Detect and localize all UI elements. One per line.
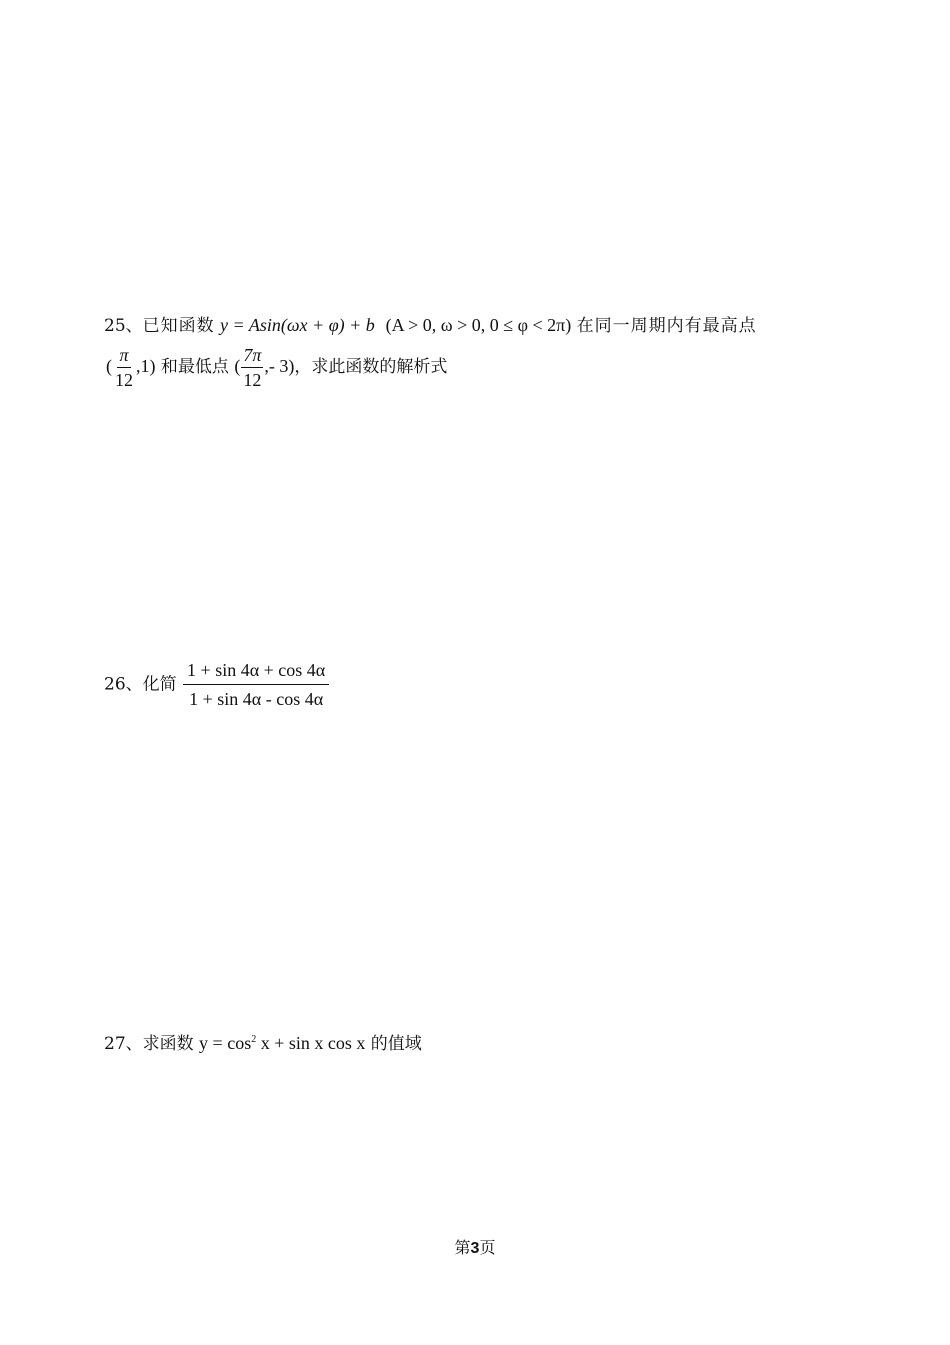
question-text-tail: 在同一周期内有最高点 bbox=[576, 316, 757, 336]
fraction-denominator: 1 + sin 4α - cos 4α bbox=[189, 689, 324, 709]
min-point-fraction bbox=[241, 344, 263, 391]
question-number: 26、 bbox=[104, 674, 143, 695]
question-27 bbox=[104, 1029, 422, 1055]
fraction-numerator: π bbox=[117, 344, 130, 368]
question-text: 求函数 bbox=[142, 1034, 194, 1054]
max-point-rest: ,1) bbox=[136, 356, 156, 376]
footer-suffix: 页 bbox=[479, 1238, 496, 1257]
simplify-fraction bbox=[183, 659, 329, 710]
question-26 bbox=[104, 659, 330, 710]
fraction-numerator: 1 + sin 4α + cos 4α bbox=[183, 659, 329, 685]
fraction-denominator: 12 bbox=[243, 370, 262, 390]
question-text-end: ，求此函数的解析式 bbox=[294, 357, 448, 377]
min-point-rest: ,- 3) bbox=[264, 356, 295, 376]
question-25 bbox=[104, 314, 757, 337]
function-formula: $y = \cos^2 x + \sin x$ cos x bbox=[199, 1033, 366, 1053]
page-footer bbox=[0, 1235, 950, 1258]
page-number: 3 bbox=[470, 1240, 480, 1257]
question-number: 27、 bbox=[104, 1034, 143, 1054]
question-text: 已知函数 bbox=[142, 316, 215, 336]
footer-prefix: 第 bbox=[454, 1238, 471, 1257]
question-text-end: 的值域 bbox=[370, 1034, 422, 1054]
fraction-denominator: 12 bbox=[115, 370, 133, 390]
question-text: 化简 bbox=[142, 674, 177, 695]
question-25-line2: ( $\frac{\pi}{12}$ ,1) 和最低点 ( $\frac{7\pi}{12}$ ,- 3)，求此函数的解析式 bbox=[106, 345, 448, 390]
max-point-fraction bbox=[113, 344, 135, 391]
question-text-mid: 和最低点 bbox=[160, 357, 229, 377]
fraction-numerator: 7π bbox=[241, 344, 263, 368]
function-formula: y = Asin(ωx + φ) + b bbox=[220, 315, 375, 335]
parameter-condition: (A > 0, ω > 0, 0 ≤ φ < 2π) bbox=[385, 315, 572, 335]
question-number: 25、 bbox=[104, 316, 143, 336]
